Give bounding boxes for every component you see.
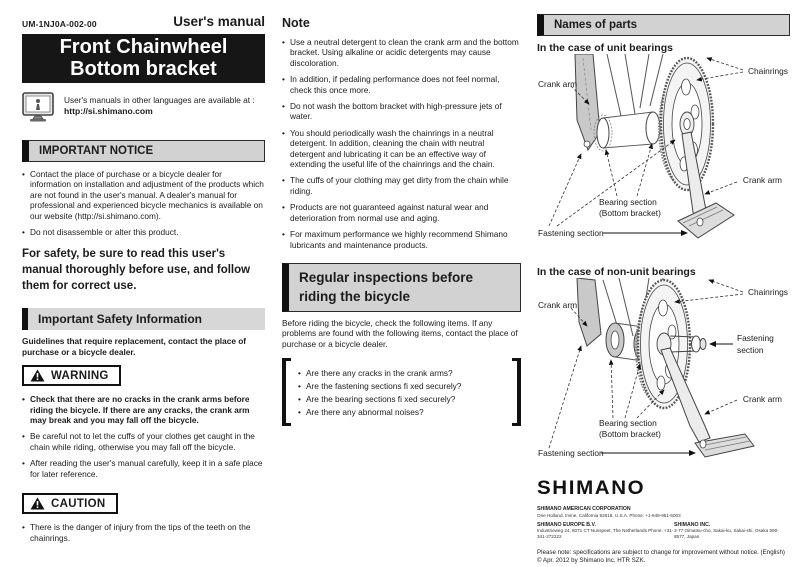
- warning-box: [22, 365, 121, 386]
- note-bullet: • Products are not guaranteed against natural wear and deterioration from normal use and aging.: [282, 202, 521, 223]
- important-notice-heading: IMPORTANT NOTICE: [22, 140, 265, 162]
- names-of-parts-heading: Names of parts: [537, 14, 790, 36]
- middle-column: [282, 14, 521, 426]
- warning-label: WARNING: [51, 369, 109, 382]
- bracket-cap: [282, 358, 291, 361]
- crank-arm-right-label: Crank arm: [742, 394, 782, 404]
- fastening-section-label: Fastening section: [538, 448, 604, 458]
- title-line-2: Bottom bracket: [70, 58, 217, 80]
- checklist-item: • Are there any cracks in the crank arms?: [298, 367, 505, 380]
- note-bullet: • In addition, if pedaling performance does not feel normal, check this once more.: [282, 74, 521, 95]
- checklist-item: • Are there any abnormal noises?: [298, 406, 505, 419]
- fastening-right-label1: Fastening: [737, 333, 774, 343]
- chainrings-label: Chainrings: [747, 66, 788, 76]
- document-number: UM-1NJ0A-002-00: [22, 19, 97, 29]
- crank-arm-right-label: Crank arm: [742, 175, 782, 185]
- note-bullet: • Use a neutral detergent to clean the crank arm and the bottom bracket. Using alkaline or acidic detergents may cause discoloration.: [282, 37, 521, 68]
- caution-icon: [30, 497, 45, 510]
- bearing-section-label2: (Bottom bracket): [599, 208, 661, 218]
- unit-bearings-title: In the case of unit bearings: [537, 42, 673, 54]
- non-unit-bearings-diagram: [537, 278, 790, 466]
- safety-statement: For safety, be sure to read this user's manual thoroughly before use, and follow them for correct use.: [22, 248, 251, 293]
- note-bullet: • The cuffs of your clothing may get dirty from the chain while riding.: [282, 175, 521, 196]
- chainrings-label: Chainrings: [747, 287, 788, 297]
- copyright-line: © Apr. 2012 by Shimano Inc. HTR SZK.: [537, 557, 646, 564]
- bracket-cap: [282, 423, 291, 426]
- bearing-section-label2: (Bottom bracket): [599, 429, 661, 439]
- warning-bullet: • Check that there are no cracks in the crank arms before riding the bicycle. If there are any cracks, the crank arm may break and you may fall off the bicycle.: [22, 394, 265, 425]
- company-address: One Holland, Irvine, California 92618, U.S.A. Phone: +1-949-951-5003: [537, 512, 681, 518]
- fastening-right-label2: section: [737, 345, 764, 355]
- caution-list: [22, 522, 265, 543]
- language-notice-text: User's manuals in other languages are available at :: [64, 95, 255, 105]
- note-list: [282, 37, 521, 250]
- inspection-checklist: [298, 367, 505, 419]
- checklist-item: • Are the fastening sections fi xed securely?: [298, 380, 505, 393]
- inspections-intro: Before riding the bicycle, check the following items. If any problems are found with the following items, contact the place of purchase or a bicycle dealer.: [282, 317, 518, 349]
- warning-icon: [30, 369, 45, 382]
- non-unit-bearings-title: In the case of non-unit bearings: [537, 266, 696, 278]
- crank-arm-left-label: Crank arm: [538, 79, 578, 89]
- checklist-item: • Are the bearing sections fi xed securely?: [298, 393, 505, 406]
- bracket-cap: [512, 358, 521, 361]
- notice-bullet: • Contact the place of purchase or a bicycle dealer for information on installation and adjustment of the products which are not found in the user's manual. A dealer's manual for professional and experienced bicycle mechanics is available on our website (http://si.shimano.com).: [22, 169, 265, 221]
- note-bullet: • Do not wash the bottom bracket with high-pressure jets of water.: [282, 101, 521, 122]
- company-address: 3-77 Oimatsu-cho, Sakai-ku, Sakai-shi, Osaka 590-8577, Japan: [674, 528, 779, 539]
- company-name: SHIMANO AMERICAN CORPORATION: [537, 506, 631, 512]
- note-bullet: • For maximum performance we highly recommend Shimano lubricants and maintenance products.: [282, 229, 521, 250]
- bearing-section-label: Bearing section: [599, 418, 657, 428]
- important-notice-list: [22, 169, 265, 237]
- note-heading: Note: [282, 16, 310, 30]
- language-notice: [22, 92, 265, 123]
- caution-box: [22, 493, 118, 514]
- company-addresses: [537, 506, 790, 543]
- document-title: [22, 34, 265, 83]
- note-bullet: • You should periodically wash the chainrings in a neutral detergent. In addition, cleaning the chain with neutral detergent and lubricating it can be an effective way of extending the useful life of the chainrings and the chain.: [282, 128, 521, 170]
- fastening-section-label: Fastening section: [538, 228, 604, 238]
- left-column: [22, 14, 265, 549]
- manual-type-label: User's manual: [173, 14, 265, 29]
- title-line-1: Front Chainwheel: [59, 36, 228, 58]
- warning-list: [22, 394, 265, 479]
- shimano-logo: SHIMANO: [537, 478, 646, 499]
- monitor-icon: [22, 92, 56, 123]
- warning-bullet: • After reading the user's manual carefully, keep it in a safe place for later reference.: [22, 458, 265, 479]
- unit-bearings-diagram: [537, 54, 790, 255]
- safety-info-heading: Important Safety Information: [22, 308, 265, 330]
- bracket-cap: [512, 423, 521, 426]
- safety-info-intro: Guidelines that require replacement, contact the place of purchase or a bicycle dealer.: [22, 336, 247, 357]
- company-name: SHIMANO INC.: [674, 521, 711, 528]
- inspections-heading: Regular inspections before riding the bicycle: [282, 263, 521, 312]
- notice-bullet: • Do not disassemble or alter this product.: [22, 227, 265, 237]
- crank-arm-left-label: Crank arm: [538, 300, 578, 310]
- language-notice-url[interactable]: http://si.shimano.com: [64, 105, 153, 116]
- document-header: [22, 14, 265, 29]
- bearing-section-label: Bearing section: [599, 197, 657, 207]
- caution-label: CAUTION: [51, 497, 106, 510]
- spec-change-note: Please note: specifications are subject to change for improvement without notice. (English): [537, 549, 785, 556]
- company-address: Industrieweg 24, 8071 CT Nunspeet, The Netherlands Phone: +31-341-272222: [537, 528, 674, 539]
- right-column: [537, 14, 790, 565]
- warning-bullet: • Be careful not to let the cuffs of your clothes get caught in the chain while riding, otherwise you may fall off the bicycle.: [22, 431, 265, 452]
- caution-bullet: • There is the danger of injury from the tips of the teeth on the chainrings.: [22, 522, 265, 543]
- company-name: SHIMANO EUROPE B.V.: [537, 521, 596, 528]
- inspection-checklist-box: [282, 358, 521, 426]
